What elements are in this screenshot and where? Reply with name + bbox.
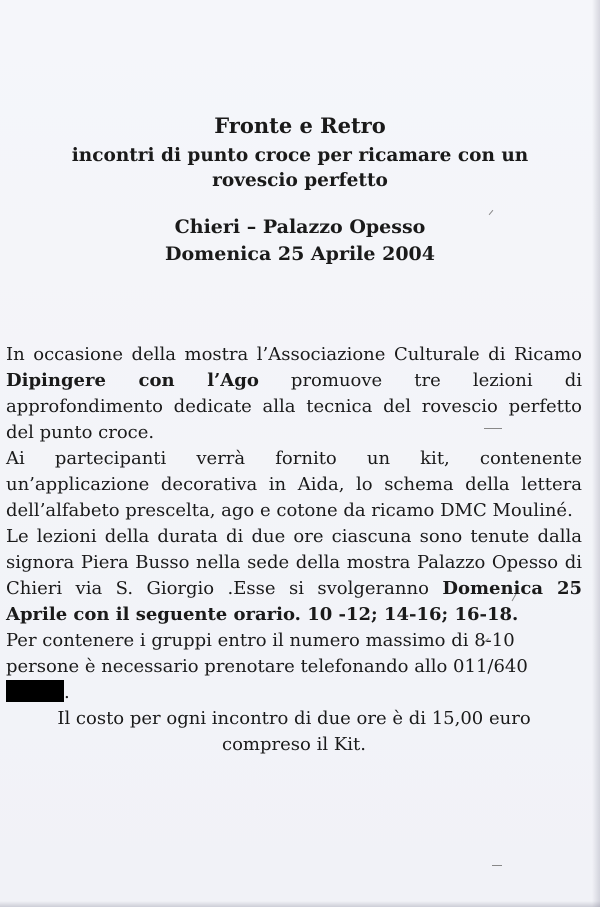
event-place-date xyxy=(0,214,600,268)
paragraph-kit: Ai partecipanti verrà fornito un kit, contenente un’applicazione decorativa in Aida, lo schema della lettera dell’alfabeto prescelta, ago e cotone da ricamo DMC Mouliné. xyxy=(6,448,582,521)
scan-speck xyxy=(492,865,502,866)
paragraph-intro xyxy=(6,342,582,446)
subtitle-line-1: incontri di punto croce per ricamare con un xyxy=(71,145,529,166)
paper-bottom-shadow xyxy=(0,901,600,907)
paragraph-schedule-text: Le lezioni della durata di due ore ciascuna sono tenute dalla signora Piera Busso nella sede della mostra Palazzo Opesso di Chieri via S. Giorgio .Esse si svolgeranno xyxy=(6,526,582,599)
association-name: Dipingere con l’Ago xyxy=(6,370,259,391)
schedule-highlight: Domenica 25 Aprile con il seguente orario. 10 -12; 14-16; 16-18. xyxy=(6,578,582,625)
paragraph-intro-text: In occasione della mostra l’Associazione Culturale di Ricamo xyxy=(6,344,582,365)
event-location: Chieri – Palazzo Opesso xyxy=(174,216,426,238)
announcement-body xyxy=(6,342,582,758)
cost-line-2: compreso il Kit. xyxy=(222,734,366,755)
cost-line-1: Il costo per ogni incontro di due ore è di 15,00 euro xyxy=(57,708,531,729)
event-date: Domenica 25 Aprile 2004 xyxy=(165,243,435,265)
paragraph-intro-text-end: promuove tre lezioni di approfondimento dedicate alla tecnica del rovescio perfetto del punto croce. xyxy=(6,370,582,443)
paragraph-booking-text: Per contenere i gruppi entro il numero massimo di 8-10 persone è necessario prenotare telefonando allo 011/640 xyxy=(6,630,528,677)
page-title: Fronte e Retro xyxy=(214,113,386,138)
paragraph-schedule xyxy=(6,524,582,628)
page-subtitle xyxy=(0,143,600,193)
paragraph-booking xyxy=(6,628,582,706)
redacted-phone-block xyxy=(6,680,64,702)
subtitle-line-2: rovescio perfetto xyxy=(212,170,388,191)
paragraph-booking-end: . xyxy=(64,682,70,703)
